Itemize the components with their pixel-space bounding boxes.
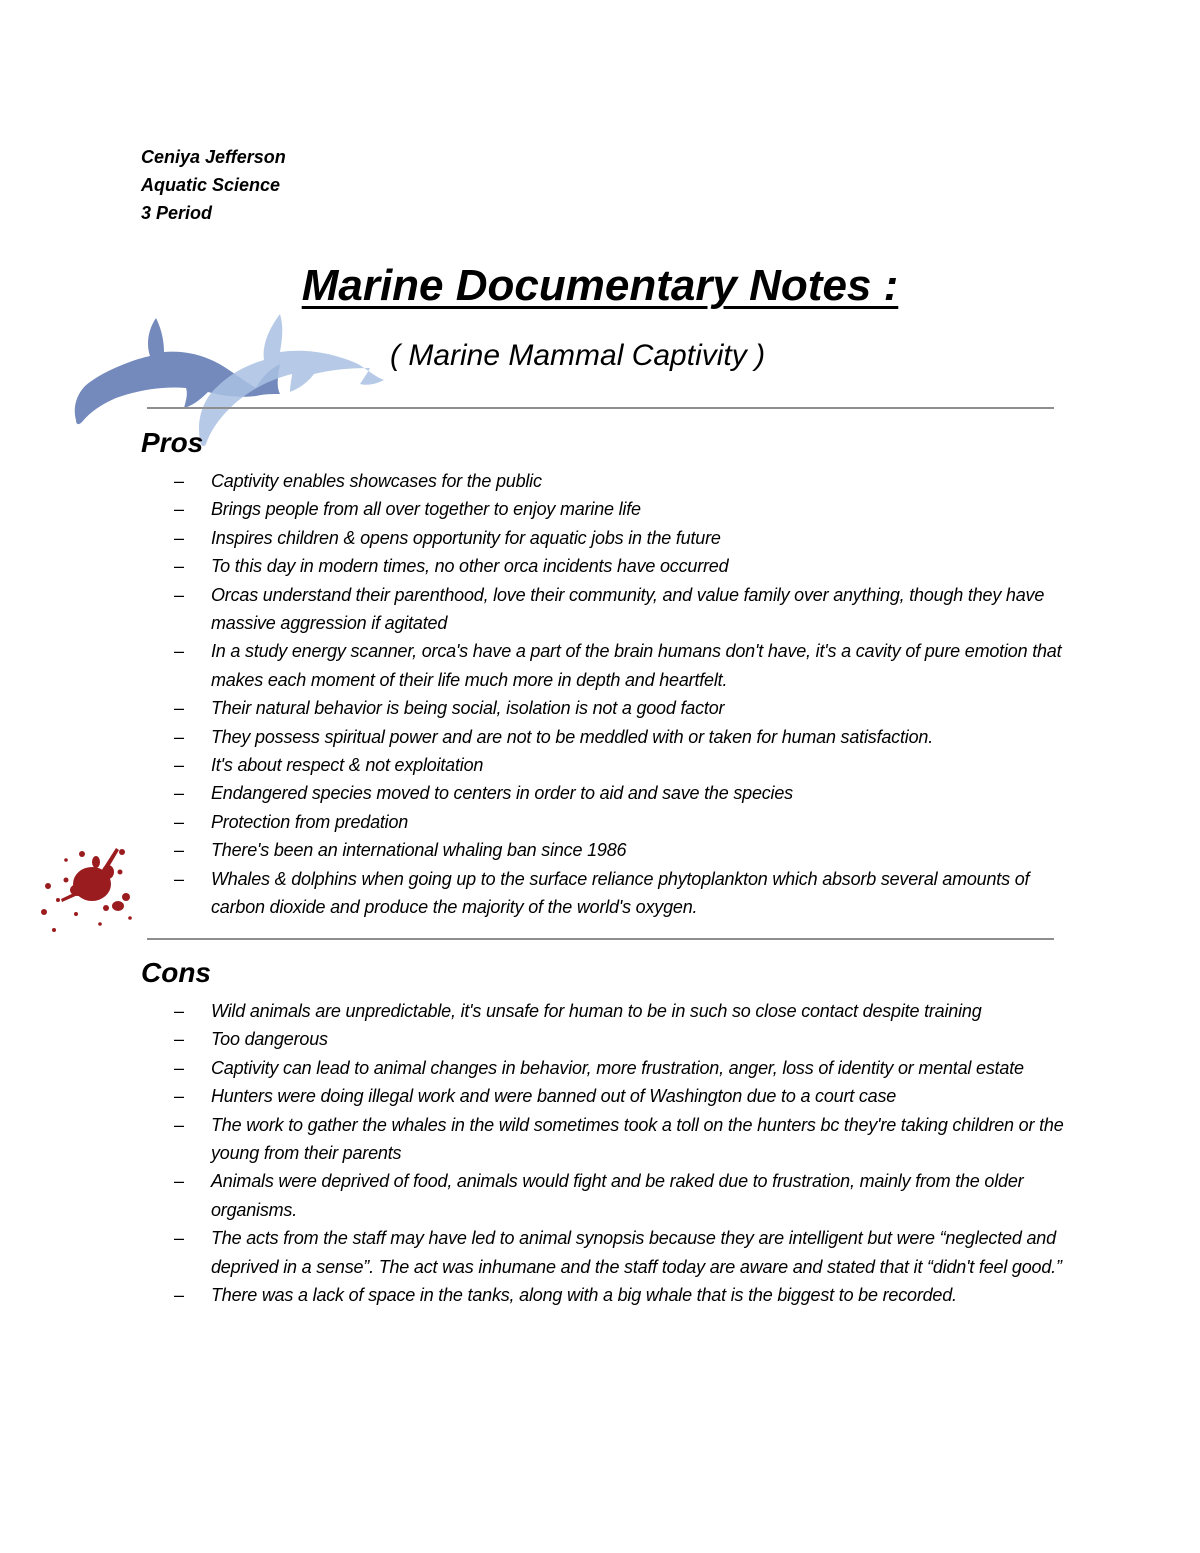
list-dash-marker: – — [174, 755, 184, 776]
cons-list-item — [0, 1224, 1071, 1281]
cons-item-text: Captivity can lead to animal changes in behavior, more frustration, anger, loss of identity or mental estate — [211, 1057, 1024, 1078]
author-name: Ceniya Jefferson — [141, 147, 286, 167]
pros-list-item — [0, 552, 1071, 580]
cons-list — [0, 997, 1071, 1309]
cons-heading: Cons — [141, 957, 211, 988]
list-dash-marker: – — [174, 1114, 184, 1135]
cons-list-item — [0, 1281, 1071, 1309]
pros-list-item — [0, 723, 1071, 751]
cons-list-item — [0, 1054, 1071, 1082]
list-dash-marker: – — [174, 1057, 184, 1078]
pros-heading: Pros — [141, 427, 204, 458]
cons-list-item — [0, 1111, 1071, 1168]
list-dash-marker: – — [174, 471, 184, 491]
pros-list-item — [0, 637, 1071, 694]
cons-item-text: The work to gather the whales in the wild sometimes took a toll on the hunters bc they're taking children or the young from their parents — [211, 1114, 1064, 1164]
pros-list-item — [0, 524, 1071, 552]
divider — [147, 938, 1054, 940]
list-dash-marker: – — [174, 726, 184, 747]
author-header — [141, 143, 286, 227]
list-dash-marker: – — [174, 1285, 184, 1306]
list-dash-marker: – — [174, 527, 184, 548]
cons-item-text: Hunters were doing illegal work and were banned out of Washington due to a court case — [211, 1086, 897, 1107]
list-dash-marker: – — [174, 783, 184, 804]
page-subtitle: ( Marine Mammal Captivity ) — [390, 339, 766, 372]
pros-item-text: Their natural behavior is being social, isolation is not a good factor — [211, 698, 725, 719]
divider — [147, 407, 1054, 409]
list-dash-marker: – — [174, 556, 184, 577]
class-period: 3 Period — [141, 203, 213, 223]
pros-list-item — [0, 581, 1071, 638]
pros-item-text: Inspires children & opens opportunity for aquatic jobs in the future — [211, 527, 721, 548]
dolphin-light-icon — [199, 314, 384, 446]
list-dash-marker: – — [174, 868, 184, 889]
list-dash-marker: – — [174, 584, 184, 605]
cons-item-text: The acts from the staff may have led to animal synopsis because they are intelligent but were “neglected and deprived in a sense”. The act was inhumane and the staff today are aware and stated that it “didn't feel good.” — [211, 1228, 1062, 1277]
pros-list-item — [0, 495, 1071, 523]
list-dash-marker: – — [174, 1171, 184, 1192]
pros-item-text: In a study energy scanner, orca's have a part of the brain humans don't have, it's a cavity of pure emotion that makes each moment of their life much more in depth and heartfelt. — [211, 641, 1062, 690]
pros-item-text: Endangered species moved to centers in order to aid and save the species — [211, 783, 793, 804]
pros-item-text: To this day in modern times, no other orca incidents have occurred — [211, 556, 729, 577]
dolphins-illustration — [68, 310, 398, 450]
list-dash-marker: – — [174, 1228, 184, 1249]
pros-list-item — [0, 836, 1071, 864]
cons-item-text: There was a lack of space in the tanks, along with a big whale that is the biggest to be recorded. — [211, 1285, 957, 1306]
list-dash-marker: – — [174, 698, 184, 719]
cons-list-item — [0, 1167, 1071, 1224]
pros-list-item — [0, 694, 1071, 722]
pros-item-text: It's about respect & not exploitation — [211, 755, 484, 776]
cons-item-text: Wild animals are unpredictable, it's unsafe for human to be in such so close contact despite training — [211, 1001, 982, 1021]
list-dash-marker: – — [174, 840, 184, 861]
pros-list-item — [0, 808, 1071, 836]
list-dash-marker: – — [174, 1086, 184, 1107]
cons-item-text: Animals were deprived of food, animals would fight and be raked due to frustration, mainly from the older organisms. — [211, 1171, 1024, 1220]
list-dash-marker: – — [174, 1029, 184, 1050]
list-dash-marker: – — [174, 641, 184, 662]
pros-item-text: Brings people from all over together to enjoy marine life — [211, 499, 641, 520]
pros-item-text: Whales & dolphins when going up to the surface reliance phytoplankton which absorb several amounts of carbon dioxide and produce the majority of the world's oxygen. — [211, 868, 1030, 918]
cons-item-text: Too dangerous — [211, 1029, 328, 1050]
pros-list — [0, 467, 1071, 922]
list-dash-marker: – — [174, 499, 184, 520]
cons-list-item — [0, 1082, 1071, 1110]
pros-item-text: Orcas understand their parenthood, love their community, and value family over anything, though they have massive aggression if agitated — [211, 584, 1045, 634]
cons-list-item — [0, 997, 1071, 1025]
paint-splat — [36, 842, 136, 937]
course-name: Aquatic Science — [141, 175, 281, 195]
pros-list-item — [0, 751, 1071, 779]
pros-item-text: There's been an international whaling ban since 1986 — [211, 840, 627, 861]
list-dash-marker: – — [174, 1001, 184, 1021]
pros-list-item — [0, 865, 1071, 922]
pros-list-item — [0, 779, 1071, 807]
list-dash-marker: – — [174, 811, 184, 832]
pros-list-item — [0, 467, 1071, 495]
pros-item-text: They possess spiritual power and are not to be meddled with or taken for human satisfaction. — [211, 726, 933, 747]
page-title: Marine Documentary Notes : — [301, 261, 899, 310]
cons-list-item — [0, 1025, 1071, 1053]
pros-item-text: Protection from predation — [211, 811, 409, 832]
pros-item-text: Captivity enables showcases for the public — [211, 471, 542, 491]
